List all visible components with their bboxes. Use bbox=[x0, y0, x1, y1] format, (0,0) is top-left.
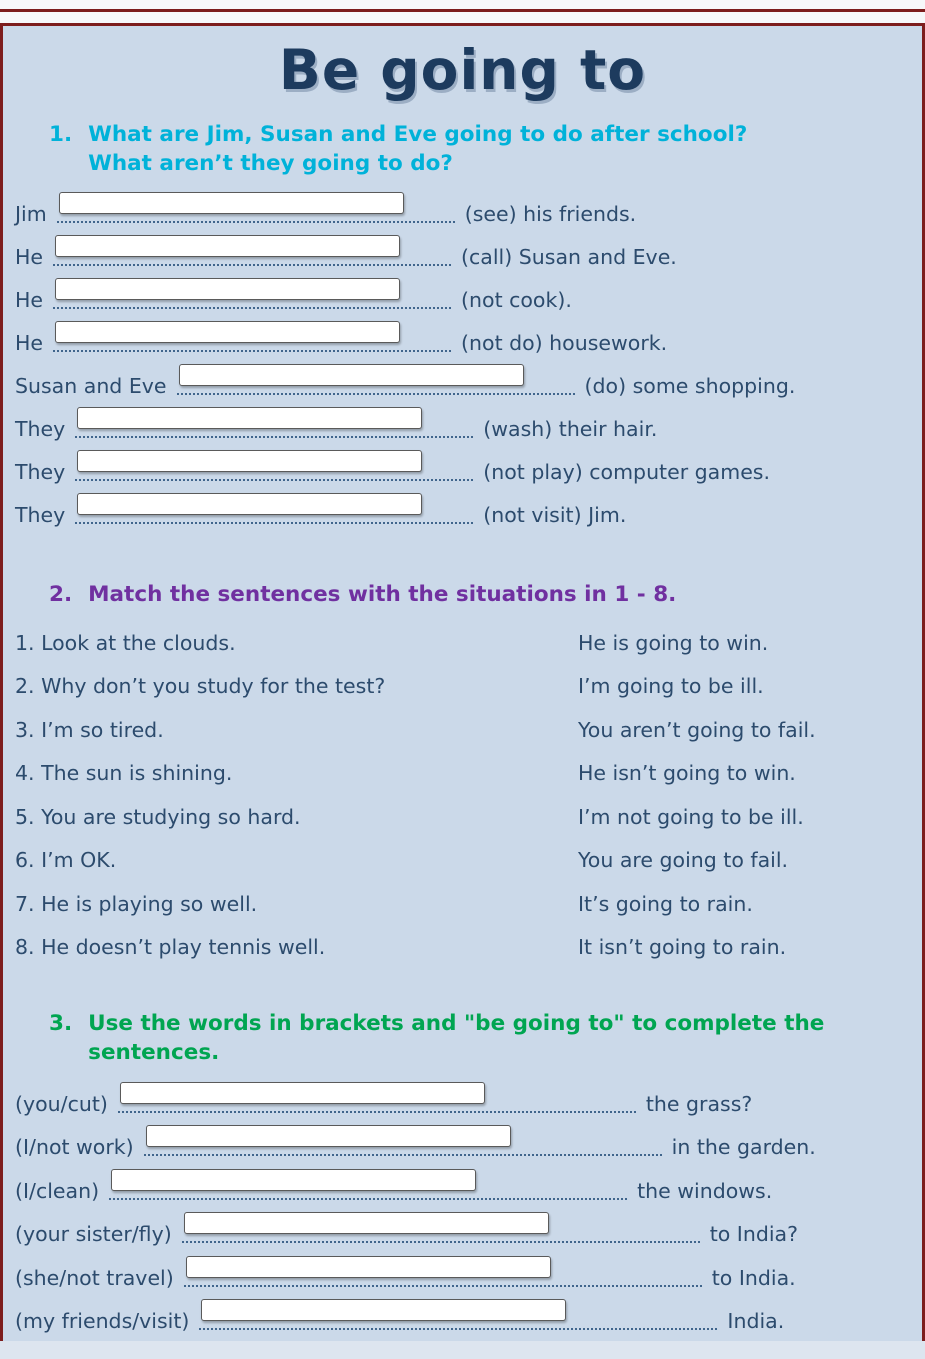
row-suffix: India. bbox=[727, 1309, 785, 1333]
answer-blank bbox=[199, 1300, 717, 1330]
answer-input[interactable] bbox=[55, 278, 400, 300]
section3-heading bbox=[49, 1009, 922, 1067]
answer-input[interactable] bbox=[146, 1125, 511, 1147]
match-left-item[interactable]: 3. I’m so tired. bbox=[15, 717, 164, 742]
section-1 bbox=[3, 120, 922, 532]
answer-blank bbox=[144, 1126, 662, 1156]
match-left-item[interactable]: 2. Why don’t you study for the test? bbox=[15, 674, 386, 699]
fill-row bbox=[3, 274, 922, 317]
match-left-item[interactable]: 7. He is playing so well. bbox=[15, 891, 258, 916]
answer-input[interactable] bbox=[55, 321, 400, 343]
fill-row bbox=[3, 489, 922, 532]
fill-row bbox=[3, 1164, 922, 1208]
section2-number: 2. bbox=[49, 582, 73, 607]
match-left-item[interactable]: 8. He doesn’t play tennis well. bbox=[15, 935, 326, 960]
row-suffix: in the garden. bbox=[671, 1135, 816, 1159]
row-subject: They bbox=[15, 417, 66, 441]
answer-blank bbox=[57, 193, 455, 223]
row-suffix: (see) his friends. bbox=[464, 202, 637, 226]
section3-heading-text: Use the words in brackets and "be going to" to complete the sentences. bbox=[88, 1011, 825, 1065]
fill-row bbox=[3, 231, 922, 274]
top-rule-1 bbox=[0, 9, 925, 12]
match-right-item[interactable]: It isn’t going to rain. bbox=[578, 935, 787, 960]
answer-input[interactable] bbox=[120, 1082, 485, 1104]
page-top-frame bbox=[0, 0, 925, 26]
section-gap bbox=[3, 969, 922, 1009]
row-suffix: (not play) computer games. bbox=[483, 460, 771, 484]
match-left-item[interactable]: 5. You are studying so hard. bbox=[15, 804, 301, 829]
fill-row bbox=[3, 188, 922, 231]
answer-input[interactable] bbox=[77, 450, 422, 472]
answer-blank bbox=[177, 365, 575, 395]
row-subject: He bbox=[15, 288, 44, 312]
fill-row bbox=[3, 1208, 922, 1252]
section-3 bbox=[3, 1009, 922, 1338]
row-subject: He bbox=[15, 331, 44, 355]
match-left-item[interactable]: 4. The sun is shining. bbox=[15, 761, 233, 786]
row-suffix: (not do) housework. bbox=[461, 331, 668, 355]
row-suffix: the windows. bbox=[637, 1178, 773, 1203]
page-title: Be going to bbox=[278, 38, 647, 102]
row-suffix: (wash) their hair. bbox=[483, 417, 658, 441]
answer-blank bbox=[118, 1083, 636, 1113]
row-prefix: (I/not work) bbox=[15, 1135, 134, 1159]
fill-row bbox=[3, 360, 922, 403]
answer-blank bbox=[75, 408, 473, 438]
answer-input[interactable] bbox=[179, 364, 524, 386]
row-prefix: (your sister/fly) bbox=[15, 1222, 172, 1246]
answer-blank bbox=[184, 1257, 702, 1287]
answer-input[interactable] bbox=[59, 192, 404, 214]
match-right-item[interactable]: I’m going to be ill. bbox=[578, 674, 764, 699]
row-prefix: (you/cut) bbox=[15, 1091, 108, 1116]
page-bottom-frame bbox=[0, 1341, 925, 1359]
row-subject: They bbox=[15, 460, 66, 484]
match-left-item[interactable]: 1. Look at the clouds. bbox=[15, 630, 236, 655]
section2-heading-text: Match the sentences with the situations in 1 - 8. bbox=[88, 582, 677, 607]
row-subject: He bbox=[15, 245, 44, 269]
answer-blank bbox=[182, 1213, 700, 1243]
worksheet-page bbox=[0, 26, 925, 1341]
match-left-item[interactable]: 6. I’m OK. bbox=[15, 848, 117, 873]
answer-input[interactable] bbox=[186, 1256, 551, 1278]
section1-heading bbox=[49, 120, 922, 178]
match-right-item[interactable]: He is going to win. bbox=[578, 630, 769, 655]
match-right-item[interactable]: He isn’t going to win. bbox=[578, 761, 796, 786]
answer-blank bbox=[75, 451, 473, 481]
answer-blank bbox=[53, 279, 451, 309]
match-right-column bbox=[578, 621, 922, 969]
answer-blank bbox=[75, 494, 473, 524]
answer-blank bbox=[109, 1170, 627, 1200]
row-suffix: to India. bbox=[711, 1265, 796, 1290]
answer-input[interactable] bbox=[184, 1212, 549, 1234]
answer-input[interactable] bbox=[77, 407, 422, 429]
fill-row bbox=[3, 1251, 922, 1295]
row-suffix: the grass? bbox=[645, 1091, 753, 1116]
answer-input[interactable] bbox=[111, 1169, 476, 1191]
fill-row bbox=[3, 446, 922, 489]
section2-heading bbox=[49, 580, 922, 609]
answer-input[interactable] bbox=[201, 1299, 566, 1321]
row-suffix: (do) some shopping. bbox=[584, 374, 796, 398]
row-subject: They bbox=[15, 503, 66, 527]
match-right-item[interactable]: You aren’t going to fail. bbox=[578, 717, 816, 742]
section1-heading-text: What are Jim, Susan and Eve going to do after school? What aren’t they going to do? bbox=[88, 122, 748, 176]
match-left-column bbox=[15, 621, 578, 969]
section3-number: 3. bbox=[49, 1011, 73, 1036]
section-2 bbox=[3, 580, 922, 969]
section-gap bbox=[3, 532, 922, 580]
row-prefix: (she/not travel) bbox=[15, 1265, 174, 1290]
fill-row bbox=[3, 1077, 922, 1121]
fill-row bbox=[3, 1121, 922, 1165]
fill-row bbox=[3, 317, 922, 360]
match-right-item[interactable]: I’m not going to be ill. bbox=[578, 804, 804, 829]
answer-blank bbox=[53, 236, 451, 266]
fill-row bbox=[3, 403, 922, 446]
row-suffix: (call) Susan and Eve. bbox=[461, 245, 677, 269]
answer-blank bbox=[53, 322, 451, 352]
section1-number: 1. bbox=[49, 122, 73, 147]
row-prefix: (my friends/visit) bbox=[15, 1309, 190, 1333]
row-subject: Susan and Eve bbox=[15, 374, 167, 398]
match-right-item[interactable]: You are going to fail. bbox=[578, 848, 789, 873]
row-subject: Jim bbox=[15, 202, 47, 226]
match-exercise bbox=[3, 621, 922, 969]
row-prefix: (I/clean) bbox=[15, 1178, 100, 1203]
match-right-item[interactable]: It’s going to rain. bbox=[578, 891, 753, 916]
row-suffix: (not visit) Jim. bbox=[483, 503, 627, 527]
row-suffix: (not cook). bbox=[461, 288, 572, 312]
answer-input[interactable] bbox=[55, 235, 400, 257]
fill-row bbox=[3, 1295, 922, 1339]
answer-input[interactable] bbox=[77, 493, 422, 515]
row-suffix: to India? bbox=[709, 1222, 798, 1246]
